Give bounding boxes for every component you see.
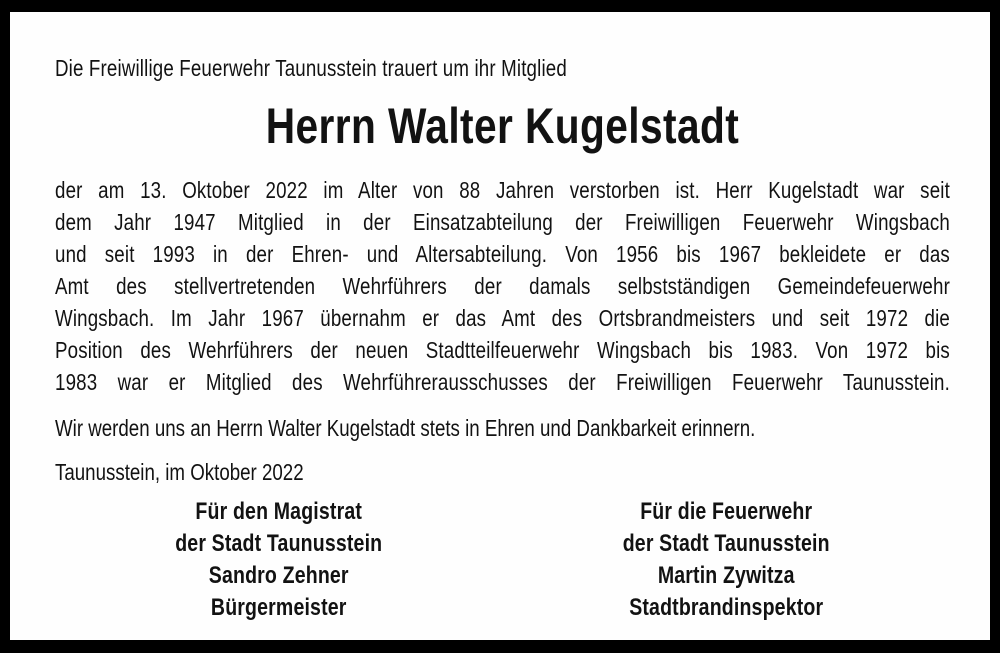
body-line: Amt des stellvertretenden Wehrführers der damals selbstständigen Gemeindefeuerwehr xyxy=(55,273,950,299)
signature-block xyxy=(55,496,950,624)
deceased-name-heading: Herrn Walter Kugelstadt xyxy=(265,98,740,154)
body-line: dem Jahr 1947 Mitglied in der Einsatzabteilung der Freiwilligen Feuerwehr Wingsbach xyxy=(55,209,950,235)
place-date-line: Taunusstein, im Oktober 2022 xyxy=(55,459,304,485)
intro-line: Die Freiwillige Feuerwehr Taunusstein trauert um ihr Mitglied xyxy=(55,55,567,81)
signature-line: Für den Magistrat xyxy=(195,498,363,525)
signature-line: Bürgermeister xyxy=(210,594,347,621)
notice-content xyxy=(55,54,950,624)
signature-line: Martin Zywitza xyxy=(657,562,795,589)
notice-paper xyxy=(10,12,990,640)
remembrance-line: Wir werden uns an Herrn Walter Kugelstadt stets in Ehren und Dankbarkeit erinnern. xyxy=(55,415,756,441)
body-line: Position des Wehrführers der neuen Stadtteilfeuerwehr Wingsbach bis 1983. Von 1972 bis xyxy=(55,337,950,363)
signature-magistrat xyxy=(55,496,502,624)
signature-line: Für die Feuerwehr xyxy=(640,498,813,525)
obituary-body xyxy=(55,174,950,398)
signature-line: Sandro Zehner xyxy=(208,562,349,589)
body-line: Wingsbach. Im Jahr 1967 übernahm er das Amt des Ortsbrandmeisters und seit 1972 die xyxy=(55,305,950,331)
signature-line: der Stadt Taunusstein xyxy=(622,530,830,557)
signature-line: der Stadt Taunusstein xyxy=(175,530,383,557)
body-line: und seit 1993 in der Ehren- und Altersabteilung. Von 1956 bis 1967 bekleidete er das xyxy=(55,241,950,267)
signature-feuerwehr xyxy=(502,496,949,624)
signature-line: Stadtbrandinspektor xyxy=(629,594,824,621)
body-line: 1983 war er Mitglied des Wehrführerausschusses der Freiwilligen Feuerwehr Taunusstein. xyxy=(55,369,950,395)
body-line: der am 13. Oktober 2022 im Alter von 88 Jahren verstorben ist. Herr Kugelstadt war seit xyxy=(55,177,950,203)
